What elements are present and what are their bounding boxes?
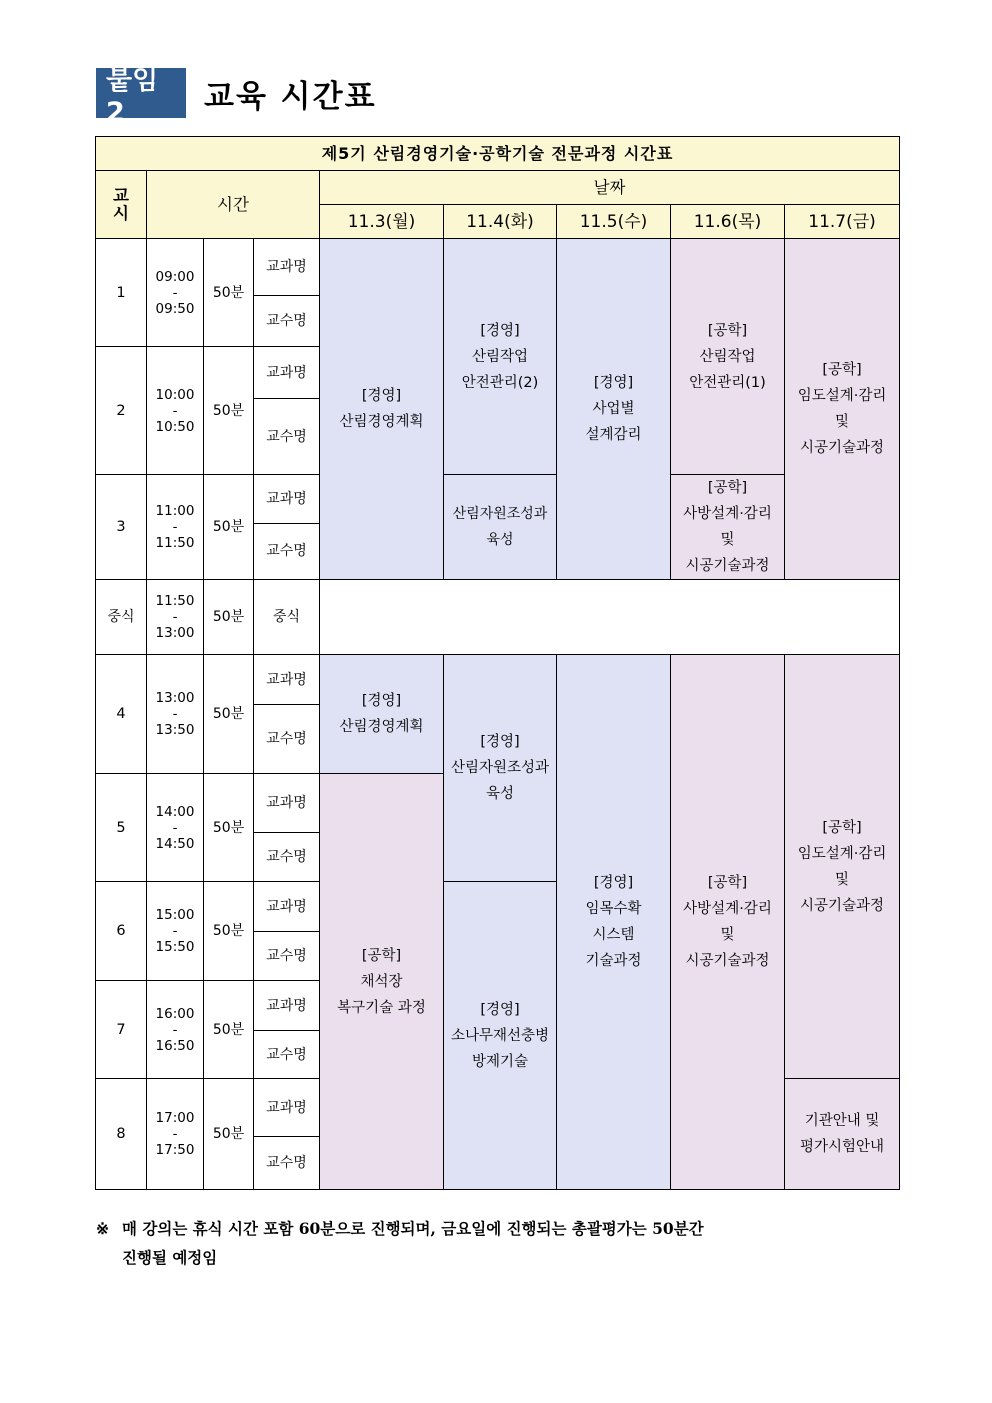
schedule-table xyxy=(95,136,900,1190)
period-time: 10:00 - 10:50 xyxy=(147,347,204,475)
date-thu: 11.6(목) xyxy=(671,205,785,239)
professor-label: 교수명 xyxy=(254,932,320,981)
tue-afternoon-class-1: [경영] 산림자원조성과 육성 xyxy=(444,655,557,882)
date-wed: 11.5(수) xyxy=(557,205,671,239)
course-label: 교과명 xyxy=(254,655,320,705)
course-label: 교과명 xyxy=(254,347,320,399)
period-number: 7 xyxy=(96,981,147,1079)
professor-label: 교수명 xyxy=(254,1031,320,1079)
document-title: 교육 시간표 xyxy=(204,78,377,115)
period-time: 17:00 - 17:50 xyxy=(147,1079,204,1190)
course-label: 교과명 xyxy=(254,1079,320,1137)
period-number: 5 xyxy=(96,774,147,882)
course-label: 교과명 xyxy=(254,882,320,932)
wed-morning-class: [경영] 사업별 설계감리 xyxy=(557,239,671,580)
lunch-label: 중식 xyxy=(254,580,320,655)
table-title: 제5기 산림경영기술·공학기술 전문과정 시간표 xyxy=(96,137,900,171)
professor-label: 교수명 xyxy=(254,523,320,579)
tue-afternoon-class-2: [경영] 소나무재선충병 방제기술 xyxy=(444,882,557,1190)
period-number: 1 xyxy=(96,239,147,347)
period-duration: 50분 xyxy=(204,655,254,774)
professor-label: 교수명 xyxy=(254,1137,320,1190)
period-duration: 50분 xyxy=(204,882,254,981)
date-tue: 11.4(화) xyxy=(444,205,557,239)
period-time: 14:00 - 14:50 xyxy=(147,774,204,882)
date-header: 날짜 xyxy=(320,171,900,205)
period-duration: 50분 xyxy=(204,239,254,347)
note-mark: ※ xyxy=(96,1219,109,1238)
tue-morning-class-2: 산림자원조성과 육성 xyxy=(444,475,557,580)
lunch-period: 중식 xyxy=(96,580,147,655)
professor-label: 교수명 xyxy=(254,296,320,347)
date-mon: 11.3(월) xyxy=(320,205,444,239)
thu-afternoon-class: [공학] 사방설계·감리 및 시공기술과정 xyxy=(671,655,785,1190)
period-number: 8 xyxy=(96,1079,147,1190)
period-time: 11:00 - 11:50 xyxy=(147,475,204,580)
mon-morning-class: [경영] 산림경영계획 xyxy=(320,239,444,580)
note-line-1: 매 강의는 휴식 시간 포함 60분으로 진행되며, 금요일에 진행되는 총괄평가는 50분간 xyxy=(122,1219,704,1238)
lunch-duration: 50분 xyxy=(204,580,254,655)
period-number: 6 xyxy=(96,882,147,981)
period-number: 4 xyxy=(96,655,147,774)
note-line-2: 진행될 예정임 xyxy=(122,1248,218,1267)
period-time: 13:00 - 13:50 xyxy=(147,655,204,774)
fri-morning-class: [공학] 임도설계·감리 및 시공기술과정 xyxy=(785,239,900,580)
mon-afternoon-class-1: [경영] 산림경영계획 xyxy=(320,655,444,774)
course-label: 교과명 xyxy=(254,475,320,524)
mon-afternoon-class-2: [공학] 채석장 복구기술 과정 xyxy=(320,774,444,1190)
attachment-badge: 붙임 2 xyxy=(96,68,186,118)
date-fri: 11.7(금) xyxy=(785,205,900,239)
professor-label: 교수명 xyxy=(254,399,320,475)
period-duration: 50분 xyxy=(204,981,254,1079)
time-header: 시간 xyxy=(147,171,320,239)
fri-afternoon-class-1: [공학] 임도설계·감리 및 시공기술과정 xyxy=(785,655,900,1079)
professor-label: 교수명 xyxy=(254,705,320,774)
period-duration: 50분 xyxy=(204,774,254,882)
thu-morning-class-1: [공학] 산림작업 안전관리(1) xyxy=(671,239,785,475)
lunch-time: 11:50 - 13:00 xyxy=(147,580,204,655)
period-number: 2 xyxy=(96,347,147,475)
period-duration: 50분 xyxy=(204,1079,254,1190)
fri-afternoon-class-2: 기관안내 및 평가시험안내 xyxy=(785,1079,900,1190)
footnote xyxy=(96,1214,901,1272)
course-label: 교과명 xyxy=(254,774,320,833)
course-label: 교과명 xyxy=(254,239,320,296)
period-header: 교 시 xyxy=(96,171,147,239)
period-duration: 50분 xyxy=(204,347,254,475)
period-time: 16:00 - 16:50 xyxy=(147,981,204,1079)
document-header xyxy=(96,65,377,128)
period-number: 3 xyxy=(96,475,147,580)
course-label: 교과명 xyxy=(254,981,320,1031)
period-duration: 50분 xyxy=(204,475,254,580)
period-time: 09:00 - 09:50 xyxy=(147,239,204,347)
wed-afternoon-class: [경영] 임목수확 시스템 기술과정 xyxy=(557,655,671,1190)
thu-morning-class-2: [공학] 사방설계·감리 및 시공기술과정 xyxy=(671,475,785,580)
tue-morning-class-1: [경영] 산림작업 안전관리(2) xyxy=(444,239,557,475)
professor-label: 교수명 xyxy=(254,833,320,882)
lunch-blank xyxy=(320,580,900,655)
period-time: 15:00 - 15:50 xyxy=(147,882,204,981)
